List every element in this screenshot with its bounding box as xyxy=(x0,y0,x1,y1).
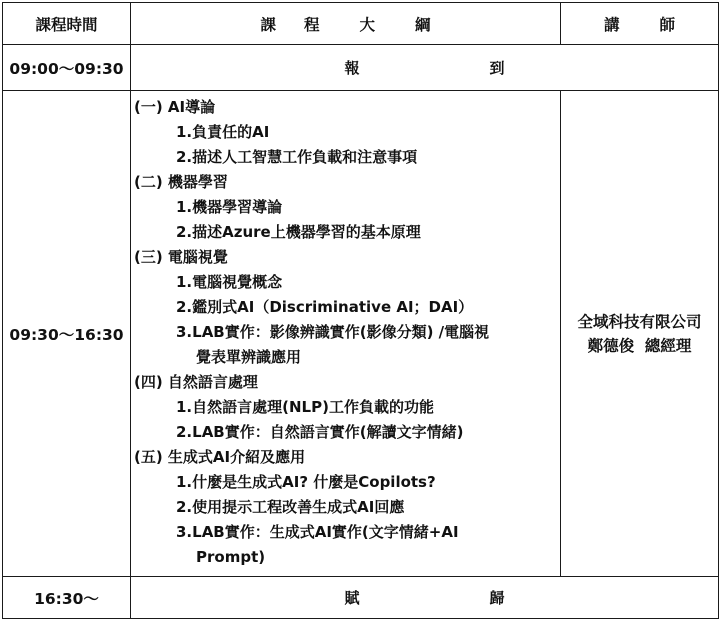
checkin-char: 到 xyxy=(489,59,505,77)
header-outline-char: 大 xyxy=(359,15,376,34)
course-outline xyxy=(131,91,561,577)
section-item-continuation: 覺表單辨識應用 xyxy=(196,348,302,366)
section-item: 1.自然語言處理(NLP)工作負載的功能 xyxy=(176,398,434,416)
lecturer-cell xyxy=(561,91,719,577)
end-char: 歸 xyxy=(489,589,505,607)
lecturer-company: 全域科技有限公司 xyxy=(577,312,702,331)
section-item: 2.使用提示工程改善生成式AI回應 xyxy=(176,498,405,516)
header-outline xyxy=(131,3,561,45)
section-item-continuation: Prompt) xyxy=(196,548,266,566)
checkin-char: 報 xyxy=(344,59,360,77)
section-item: 1.負責任的AI xyxy=(176,123,270,141)
section-item-text: 3.LAB實作：生成式AI實作(文字情緒+AI xyxy=(176,523,459,541)
section-item-text: 3.LAB實作：影像辨識實作(影像分類) /電腦視 xyxy=(176,323,490,341)
section-item: 1.什麼是生成式AI? 什麼是Copilots? xyxy=(176,473,436,491)
header-outline-char: 綱 xyxy=(415,15,431,34)
header-lecturer-char: 講 xyxy=(603,15,620,34)
section-item: 2.LAB實作：自然語言實作(解讀文字情緒) xyxy=(176,423,464,441)
section-item: 1.電腦視覺概念 xyxy=(176,273,283,291)
section-title: (三) 電腦視覺 xyxy=(134,248,228,266)
checkin-time: 09:00～09:30 xyxy=(3,45,131,91)
checkin-label xyxy=(131,45,719,91)
section-item: 1.機器學習導論 xyxy=(176,198,283,216)
main-session-row xyxy=(3,91,719,577)
section-item: 2.描述Azure上機器學習的基本原理 xyxy=(176,223,421,241)
section-item xyxy=(134,520,556,570)
header-lecturer xyxy=(561,3,719,45)
section-title: (二) 機器學習 xyxy=(134,173,228,191)
end-char: 賦 xyxy=(344,589,360,607)
section-item: 2.描述人工智慧工作負載和注意事項 xyxy=(176,148,418,166)
header-outline-char: 程 xyxy=(303,15,320,34)
header-lecturer-char: 師 xyxy=(659,15,676,34)
section-title: (五) 生成式AI介紹及應用 xyxy=(134,448,306,466)
section-item: 2.鑑別式AI（Discriminative AI；DAI） xyxy=(176,298,474,316)
header-outline-char: 課 xyxy=(260,15,276,34)
end-label xyxy=(131,577,719,619)
header-row xyxy=(3,3,719,45)
end-row xyxy=(3,577,719,619)
section-item xyxy=(134,320,556,370)
checkin-row xyxy=(3,45,719,91)
section-title: (四) 自然語言處理 xyxy=(134,373,258,391)
section-title: (一) AI導論 xyxy=(134,98,216,116)
header-time: 課程時間 xyxy=(3,3,131,45)
schedule-table xyxy=(2,2,719,619)
course-schedule xyxy=(2,2,718,614)
lecturer-name: 鄭德俊 總經理 xyxy=(587,336,692,355)
main-time: 09:30～16:30 xyxy=(3,91,131,577)
end-time: 16:30～ xyxy=(3,577,131,619)
